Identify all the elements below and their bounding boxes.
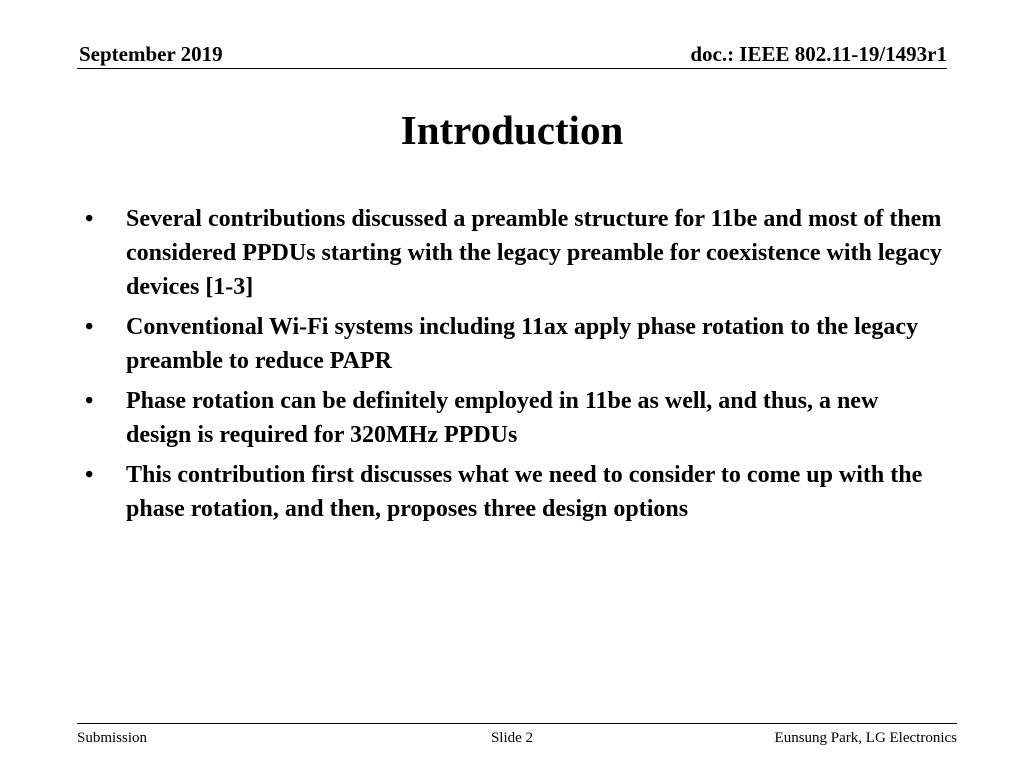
bullet-dot-icon: •: [85, 206, 94, 232]
bullet-text: Phase rotation can be definitely employed in 11be as well, and thus, a new design is required for 320MHz PPDUs: [126, 388, 879, 448]
header-doc-id: doc.: IEEE 802.11-19/1493r1: [690, 42, 947, 66]
bullet-item: [85, 384, 945, 452]
bullet-text: This contribution first discusses what we need to consider to come up with the phase rotation, and then, proposes three design options: [126, 462, 923, 522]
slide-title: Introduction: [400, 107, 624, 153]
bullet-list: [85, 202, 945, 532]
bullet-item: [85, 310, 945, 378]
bullet-text: Several contributions discussed a preamble structure for 11be and most of them considered PPDUs starting with the legacy preamble for coexistence with legacy devices [1-3]: [126, 206, 942, 300]
bullet-dot-icon: •: [85, 314, 94, 340]
footer-slide-number: Slide 2: [490, 730, 534, 746]
header-divider: [77, 68, 947, 69]
bullet-dot-icon: •: [85, 388, 94, 414]
bullet-item: [85, 202, 945, 304]
header-date: September 2019: [79, 42, 223, 66]
footer-submission: Submission: [77, 730, 148, 746]
bullet-text: Conventional Wi-Fi systems including 11ax apply phase rotation to the legacy preamble to reduce PAPR: [126, 314, 919, 374]
bullet-dot-icon: •: [85, 462, 94, 488]
footer-divider: [77, 723, 957, 724]
bullet-item: [85, 458, 945, 526]
footer-author: Eunsung Park, LG Electronics: [774, 730, 957, 746]
